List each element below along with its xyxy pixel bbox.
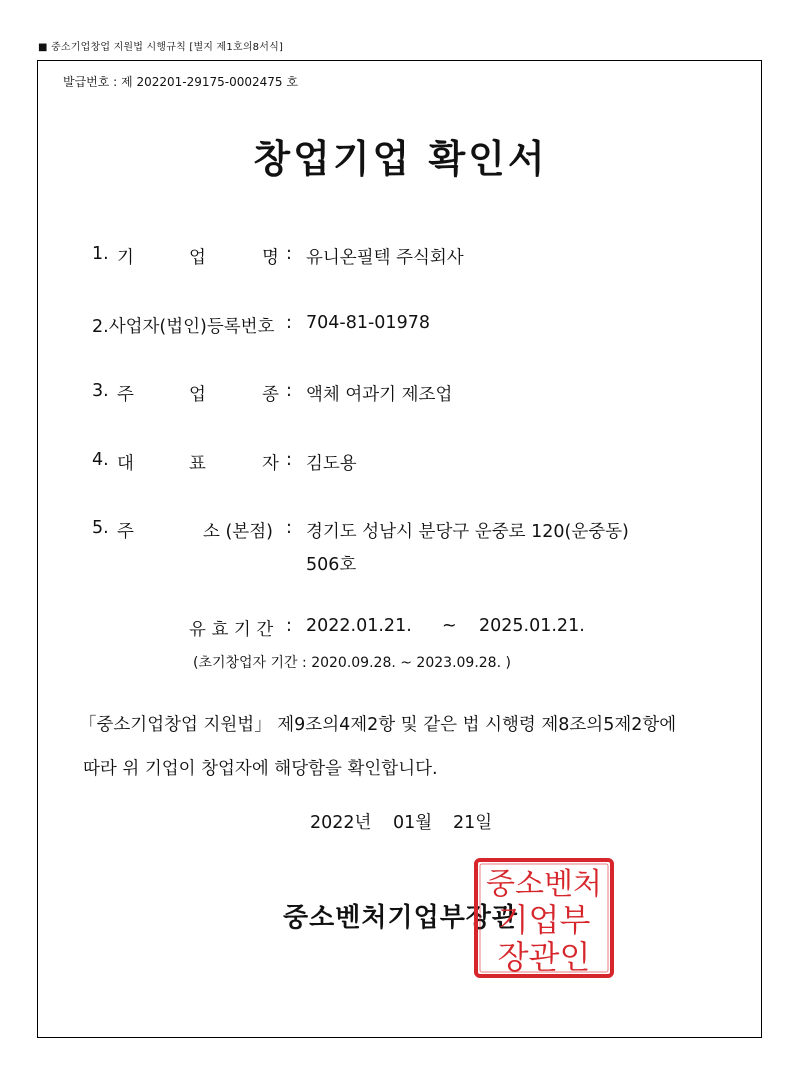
- date-year: 2022년: [310, 813, 372, 833]
- seal-text-line1: 중소벤처: [486, 867, 602, 902]
- field-label-char: 주: [117, 385, 134, 405]
- validity-start: 2022.01.21.: [306, 616, 412, 636]
- field-colon: :: [286, 450, 292, 470]
- issue-number: 발급번호 : 제 202201-29175-0002475 호: [63, 75, 298, 89]
- field-colon: :: [286, 313, 292, 333]
- initial-founder-period: (초기창업자 기간 : 2020.09.28. ~ 2023.09.28. ): [193, 655, 511, 671]
- document-frame: [37, 60, 762, 1038]
- business-type-value: 액체 여과기 제조업: [306, 385, 453, 405]
- field-colon: :: [286, 518, 292, 538]
- field-colon: :: [286, 616, 292, 636]
- field-colon: :: [286, 244, 292, 264]
- statement-line-2: 따라 위 기업이 창업자에 해당함을 확인합니다.: [83, 759, 438, 779]
- field-label-char: 기: [117, 248, 134, 268]
- field-label-char: 대: [117, 454, 134, 474]
- field-number: 1.: [92, 244, 109, 264]
- field-label-char: 주: [117, 522, 134, 542]
- field-number: 4.: [92, 450, 109, 470]
- field-label-char: 소 (본점): [203, 522, 273, 542]
- field-number: 5.: [92, 518, 109, 538]
- registration-number-value: 704-81-01978: [306, 313, 430, 333]
- seal-text-line2: 기업부: [497, 901, 591, 939]
- registration-label: 2.사업자(법인)등록번호: [92, 317, 275, 337]
- address-value-line1: 경기도 성남시 분당구 운중로 120(운중동): [306, 522, 629, 542]
- address-value-line2: 506호: [306, 555, 357, 575]
- field-label-char: 표: [189, 454, 206, 474]
- date-day: 21일: [453, 813, 493, 833]
- representative-value: 김도용: [306, 454, 357, 474]
- official-seal: [473, 857, 615, 979]
- field-label-char: 업: [189, 248, 206, 268]
- field-colon: :: [286, 381, 292, 401]
- issuer-name: 중소벤처기업부장관: [283, 903, 519, 933]
- validity-tilde: ~: [442, 616, 457, 636]
- field-label-char: 명: [262, 248, 279, 268]
- field-number: 3.: [92, 381, 109, 401]
- field-label-char: 종: [262, 385, 279, 405]
- field-label-char: 업: [189, 385, 206, 405]
- form-reference-note: ■ 중소기업창업 지원법 시행규칙 [별지 제1호의8서식]: [38, 42, 284, 53]
- validity-end: 2025.01.21.: [479, 616, 585, 636]
- validity-label: 유 효 기 간: [189, 620, 274, 640]
- document-title: 창업기업 확인서: [253, 137, 548, 181]
- date-month: 01월: [393, 813, 433, 833]
- seal-text-line3: 장관인: [497, 938, 591, 976]
- field-label-char: 자: [262, 454, 279, 474]
- company-name-value: 유니온필텍 주식회사: [306, 248, 464, 268]
- statement-line-1: 「중소기업창업 지원법」 제9조의4제2항 및 같은 법 시행령 제8조의5제2항에: [79, 715, 677, 735]
